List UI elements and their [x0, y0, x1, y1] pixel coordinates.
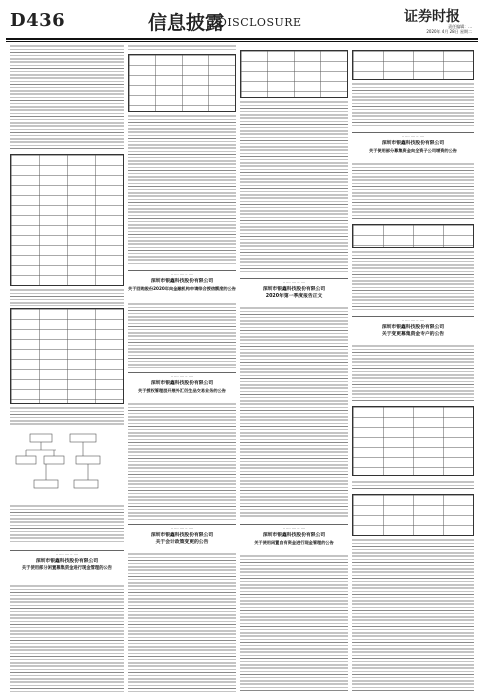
- page-number: D436: [10, 10, 66, 31]
- header-rule: [6, 38, 478, 40]
- data-table: [10, 308, 124, 404]
- data-table: [240, 50, 348, 98]
- body-text: [10, 288, 124, 306]
- data-table: [10, 154, 124, 286]
- data-table: [352, 224, 474, 248]
- announcement-divider: [352, 316, 474, 317]
- stock-code-line: ·· ···· ···· ·· ····: [55, 553, 79, 557]
- data-table: [128, 54, 236, 112]
- announcement-company: 深圳市银鑫科技股份有限公司: [381, 141, 445, 146]
- announcement-title: 关于变更募集资金专户的公告: [381, 332, 445, 337]
- editor-line: 责任编辑：...: [448, 24, 472, 29]
- announcement-divider: [128, 270, 236, 271]
- stock-code-line: ·· ···· ···· ·· ····: [282, 281, 306, 285]
- body-text: [128, 302, 236, 368]
- body-text: [10, 44, 124, 150]
- announcement-company: 深圳市银鑫科技股份有限公司: [381, 325, 445, 330]
- body-text: [128, 114, 236, 266]
- body-text: [128, 402, 236, 520]
- body-text: [352, 344, 474, 402]
- stock-code-line: ·· ···· ···· ·· ····: [401, 135, 425, 139]
- newspaper-logo: 证券时报: [404, 9, 460, 25]
- stock-code-line: ·· ···· ···· ·· ····: [282, 527, 306, 531]
- body-text: [240, 554, 348, 692]
- data-table: [352, 406, 474, 476]
- body-text: [352, 82, 474, 126]
- announcement-title: 关于使用闲置自有资金进行现金管理的公告: [254, 540, 334, 545]
- announcement-company: 深圳市银鑫科技股份有限公司: [262, 287, 326, 292]
- body-text: [352, 250, 474, 310]
- announcement-title: 关于使用部分募集资金向全资子公司增资的公告: [369, 148, 457, 153]
- column-4: [352, 44, 474, 692]
- announcement-divider: [128, 372, 236, 373]
- announcement-title: 关于回购股份2020年向金融机构申请综合授信额度的公告: [128, 286, 236, 291]
- announcement-title: 关于使用部分闲置募集资金进行现金管理的公告: [21, 566, 113, 571]
- body-text: [128, 44, 236, 52]
- body-text: [352, 538, 474, 692]
- stock-code-line: ·· ···· ···· ·· ····: [170, 273, 194, 277]
- announcement-company: 深圳市银鑫科技股份有限公司: [150, 279, 214, 284]
- body-text: [128, 552, 236, 692]
- editor-info: [332, 24, 472, 34]
- page-header: [6, 6, 478, 38]
- announcement-title: 关于授权管理层开展外汇衍生品交易业务的公告: [138, 388, 226, 393]
- header-rule-thin: [6, 41, 478, 42]
- column-1: [10, 44, 124, 692]
- announcement-company: 深圳市银鑫科技股份有限公司: [150, 381, 214, 386]
- stock-code-line: ·· ···· ···· ·· ····: [170, 527, 194, 531]
- announcement-company: 深圳市银鑫科技股份有限公司: [150, 533, 214, 538]
- data-table: [352, 494, 474, 536]
- body-text: [240, 306, 348, 518]
- announcement-divider: [352, 132, 474, 133]
- stock-code-line: ·· ···· ···· ·· ····: [170, 375, 194, 379]
- announcement-company: 深圳市银鑫科技股份有限公司: [35, 559, 99, 564]
- body-text: [352, 162, 474, 220]
- announcement-title: 2020年第一季度报告正文: [265, 294, 323, 299]
- column-2: [128, 44, 236, 692]
- body-text: [10, 584, 124, 692]
- body-text: [10, 406, 124, 426]
- section-title: 信息披露: [148, 12, 225, 34]
- body-text: [10, 504, 124, 544]
- section-title-en: DISCLOSURE: [218, 16, 302, 29]
- date-line: 2020年 4月 28日 星期二: [426, 29, 472, 34]
- body-text: [240, 100, 348, 272]
- announcement-divider: [10, 550, 124, 551]
- column-3: [240, 44, 348, 692]
- org-diagram: [10, 430, 124, 500]
- stock-code-line: ·· ···· ···· ·· ····: [401, 319, 425, 323]
- announcement-title: 关于会计政策变更的公告: [155, 540, 209, 545]
- data-table: [352, 50, 474, 80]
- announcement-divider: [128, 524, 236, 525]
- body-text: [352, 480, 474, 490]
- announcement-divider: [240, 278, 348, 279]
- announcement-company: 深圳市银鑫科技股份有限公司: [262, 533, 326, 538]
- announcement-divider: [240, 524, 348, 525]
